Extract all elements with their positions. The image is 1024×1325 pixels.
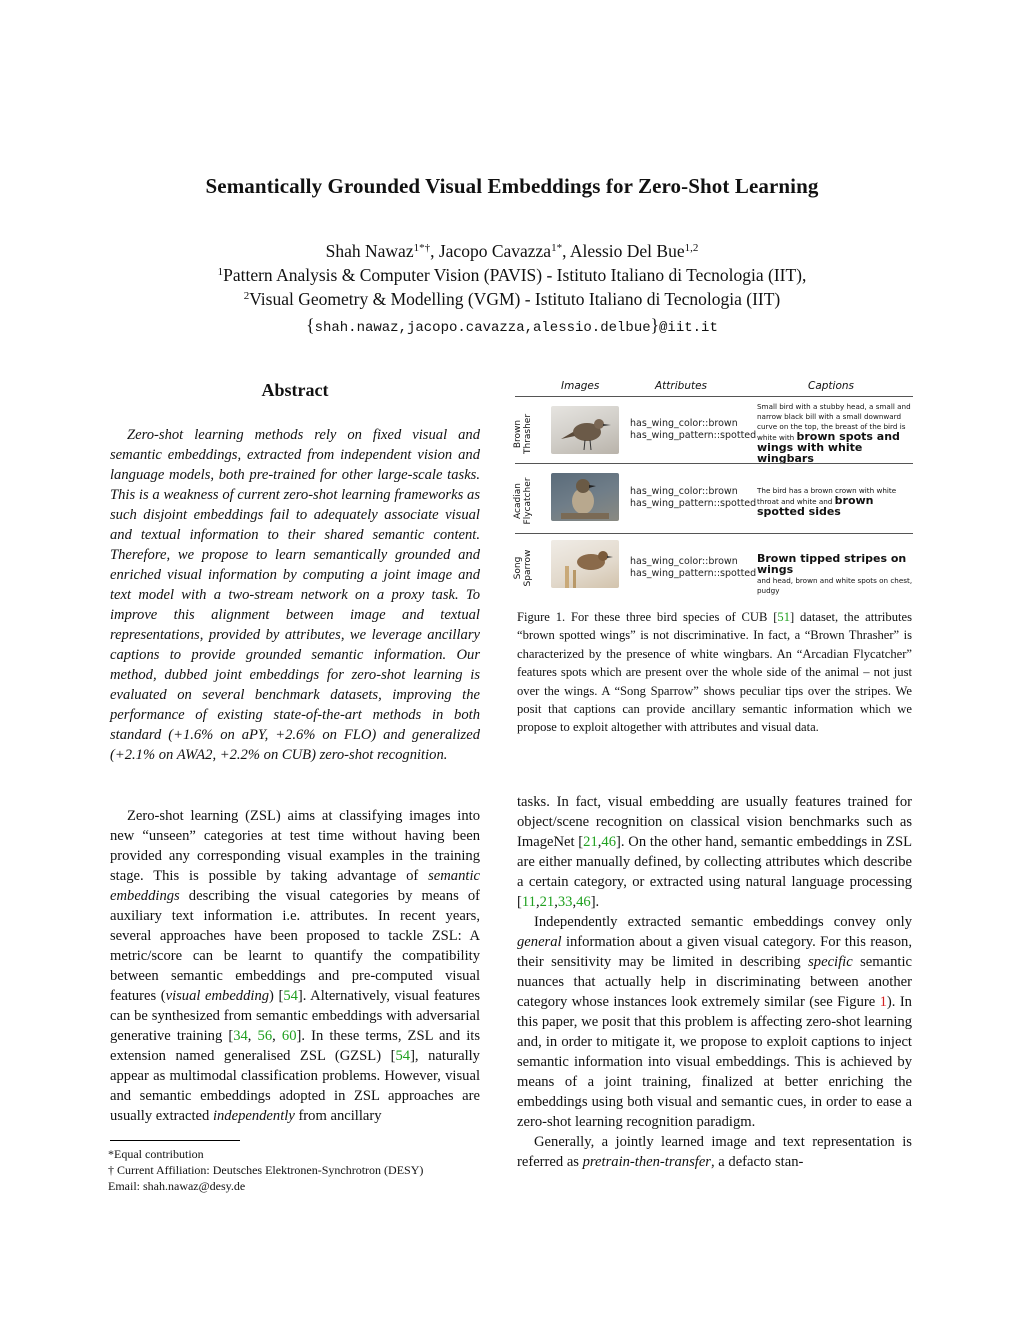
r-text: Independently extracted semantic embeddings convey only [534,914,912,930]
fig-attr-pattern: has_wing_pattern::spotted [630,568,757,579]
r-text: ). In this paper, we posit that this problem is affecting zero-shot learning and, in order to mitigate it, we propose to exploit captions to inject semantic information into visual embeddings. This is achieved by means of a joint training, finalized at better enriching the embeddings using both visual and semantic cues, in order to ease a zero-shot learning recognition paradigm. [517,994,912,1130]
bird-photo [551,406,619,454]
footnote-rule [110,1140,240,1141]
email-brace-close: } [650,315,660,335]
citation-link[interactable]: 51 [777,610,790,624]
sep: , [272,1028,282,1044]
r-em-specific: specific [808,954,853,970]
citation-link[interactable]: 54 [283,988,298,1004]
paper-title: Semantically Grounded Visual Embeddings for Zero-Shot Learning [205,174,819,198]
cap-bold: brown spots and wings with white wingbars [757,430,900,465]
r-text: tasks. In fact, visual embedding are usually features trained for object/scene recognition on classical vision benchmarks such as ImageNet [ [517,794,912,850]
figure-caption [517,608,912,737]
fig-species-label: Acadian Flycatcher [513,477,533,525]
citation-link[interactable]: 11 [521,894,536,910]
r-text: ]. On the other hand, semantic embeddings in ZSL are either manually defined, by collecting attributes which describe a certain category, or extracted using natural language processing [ [517,834,912,910]
intro-text-a: Zero-shot learning (ZSL) aims at classifying images into new “unseen” categories at test time without having been provided any corresponding visual examples in the training stage. This is possible by taking advantage of [110,808,480,884]
author-1: Shah Nawaz [325,241,414,261]
aff1-text: Pattern Analysis & Computer Vision (PAVIS) - Istituto Italiano di Tecnologia (IIT), [223,265,807,285]
email-domain: @iit.it [659,320,718,336]
citation-link[interactable]: 21 [539,894,555,910]
sep: , [535,894,540,910]
right-paragraph-2 [517,912,912,1132]
intro-text-h: ], naturally appear as multimodal classification problems. However, visual and semantic embeddings adopted in ZSL approaches are usually extracted [110,1048,480,1124]
sep: , [597,834,602,850]
r-text: Generally, a jointly learned image and text representation is referred as [517,1134,912,1170]
citation-link[interactable]: 60 [281,1028,297,1044]
fig-header-images: Images [561,380,600,392]
author-1-sup: 1*† [413,242,431,254]
aff1-sup: 1 [217,266,224,278]
fig-attr-pattern: has_wing_pattern::spotted [630,498,757,509]
r-em-general: general [517,934,562,950]
citation-link[interactable]: 34 [233,1028,248,1044]
fig-rule [515,463,913,464]
right-paragraph-1 [517,792,912,912]
fig-attr-pattern: has_wing_pattern::spotted [630,430,757,441]
abstract-body [110,425,480,765]
author-3-sup: 1,2 [684,242,699,254]
footnote-2: † Current Affiliation: Deutsches Elektronen-Synchrotron (DESY) [108,1163,424,1177]
email-brace-open: { [306,315,315,335]
intro-text-g: ]. In these terms, ZSL and its extension named generalised ZSL (GZSL) [ [110,1028,481,1064]
intro-text-e: ) [ [269,988,284,1004]
fig-attr-color: has_wing_color::brown [630,418,738,429]
citation-link[interactable]: 46 [601,834,617,850]
author-2: Jacopo Cavazza [438,241,552,261]
right-column-body [517,792,912,1172]
bird-photo [551,540,619,588]
r-text: , a defacto stan- [710,1154,804,1170]
intro-text-c: describing the visual categories by means of auxiliary text information i.e. attributes. In recent years, several approaches have been proposed to tackle ZSL: A metric/score can be learnt to quantify the compatibility between semantic embeddings and pre-computed visual features ( [110,888,480,1004]
fig-rule [515,396,913,397]
sep: , [247,1028,258,1044]
citation-link[interactable]: 54 [395,1048,411,1064]
bird-icon [551,473,619,521]
fig-rule [515,533,913,534]
citation-link[interactable]: 56 [257,1028,273,1044]
r-text: ]. [590,894,600,910]
cap-after: and head, brown and white spots on chest, pudgy [757,576,913,595]
aff2-text: Visual Geometry & Modelling (VGM) - Istituto Italiano di Tecnologia (IIT) [249,289,781,309]
fig-header-attributes: Attributes [655,380,708,392]
fig-species-label: Brown Thrasher [513,413,533,455]
bird-icon [551,540,619,588]
fig-species-label: Song Sparrow [513,549,533,587]
author-3: Alessio Del Bue [569,241,685,261]
citation-link[interactable]: 33 [557,894,573,910]
sep: , [572,894,577,910]
abstract-heading: Abstract [261,380,329,400]
cap-bold: brown spotted sides [757,494,874,518]
author-line: Shah Nawaz$^{1*\dagger}$, Jacopo Cavazza$^{1*}$, Alessio Del Bue$^{1,2}$ [325,241,699,261]
figure-1 [513,376,913,595]
intro-em-semantic: semantic embeddings [110,868,480,904]
intro-em-independently: independently [212,1108,295,1124]
intro-text-f: ]. Alternatively, visual features can be synthesized from semantic embeddings with adversarial generative training [ [110,988,481,1044]
figcap-text-b: ] dataset, the attributes “brown spotted wings” is not discriminative. In fact, a “Brown Thrasher” is characterized by the presence of white wingbars. An “Arcadian Flycatcher” features spots which are present over the whole side of the animal – not just over the wings. A “Song Sparrow” shows peculiar tips over the stripes. We posit that captions can provide ancillary semantic information which we propose to exploit altogether with attributes and visual data. [517,610,912,735]
intro-text-j: from ancillary [294,1108,382,1124]
aff2-sup: 2 [243,290,250,302]
bird-icon [551,406,619,454]
fig-attr-color: has_wing_color::brown [630,486,738,497]
fig-caption-text [757,402,913,465]
affiliation-2 [0,289,1024,310]
citation-link[interactable]: 46 [576,894,591,910]
r-text: semantic nuances that actually help in discriminating between another category whose instances look extremely similar (see Figure [517,954,912,1010]
email-names: shah.nawaz,jacopo.cavazza,alessio.delbue [314,320,651,336]
cap-small: Small bird with a stubby head, a small and narrow black bill with a small downward curve on the top, the breast of the bird is white with [757,402,911,442]
figcap-text-a: Figure 1. For these three bird species of CUB [ [517,610,778,624]
r-em-pretrain: pretrain-then-transfer [582,1154,711,1170]
citation-link[interactable]: 21 [583,834,598,850]
affiliation-1 [0,265,1024,286]
footnote-1: *Equal contribution [108,1147,204,1161]
intro-paragraph [110,806,480,1126]
fig-caption-text [757,554,913,596]
left-column-body [110,806,480,1126]
figure-ref-link[interactable]: 1 [879,994,887,1010]
r-text: information about a given visual category. For this reason, their sensitivity may be limited in describing [517,934,912,970]
email-line [0,315,1024,336]
fig-attr-color: has_wing_color::brown [630,556,738,567]
right-paragraph-3 [517,1132,912,1172]
footnote-3: Email: shah.nawaz@desy.de [108,1179,246,1193]
bird-photo [551,473,619,521]
cap-small: The bird has a brown crown with white throat and white and [757,486,897,506]
sep: , [554,894,558,910]
author-2-sup: 1* [551,242,563,254]
abstract-text: Zero-shot learning methods rely on fixed visual and semantic embeddings, extracted from independent vision and language models, both pre-trained for other large-scale tasks. This is a weakness of current zero-shot learning frameworks as such disjoint embeddings fail to adequately associate visual and textual information to their shared semantic content. Therefore, we propose to learn semantically grounded and enriched visual information by computing a joint image and text model with a two-stream network on a proxy task. To improve this alignment between image and textual representations, provided by attributes, we leverage ancillary captions to provide grounded semantic information. Our method, dubbed joint embeddings for zero-shot learning is evaluated on several benchmark datasets, improving the performance of existing state-of-the-art methods in both standard (+1.6% on aPY, +2.6% on FLO) and generalized (+2.1% on AWA2, +2.2% on CUB) zero-shot recognition. [110,427,480,763]
fig-header-captions: Captions [808,380,855,392]
cap-bold: Brown tipped stripes on wings [757,552,907,576]
intro-em-visual: visual embedding [165,988,270,1004]
fig-caption-text [757,486,913,518]
